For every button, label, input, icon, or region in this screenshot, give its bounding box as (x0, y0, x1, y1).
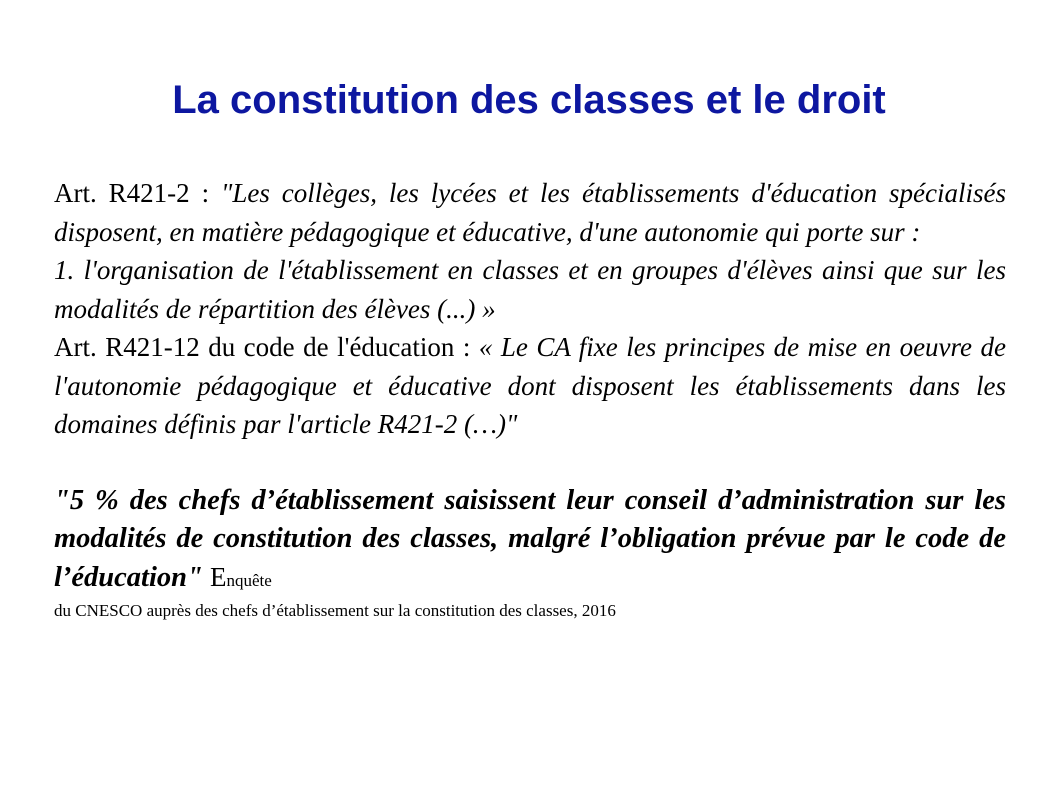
cnesco-quote (54, 482, 1006, 600)
article-r421-12-quote: « Le CA fixe les principes de mise en oeuvre de l'autonomie pédagogique et éducative dont disposent les établissements dans les domaines définis par l'article R421-2 (…)" (54, 332, 1006, 439)
spacer (54, 444, 1006, 482)
article-r421-12-paragraph (54, 328, 1006, 444)
slide-body (54, 174, 1006, 622)
source-initial: E (209, 561, 227, 592)
article-r421-2-paragraph (54, 174, 1006, 251)
source-citation: du CNESCO auprès des chefs d’établissement sur la constitution des classes, 2016 (54, 600, 616, 620)
slide-title: La constitution des classes et le droit (172, 78, 886, 122)
article-r421-2-quote: "Les collèges, les lycées et les établissements d'éducation spécialisés disposent, en matière pédagogique et éducative, d'une autonomie qui porte sur : (54, 178, 1006, 247)
article-r421-12-reference: Art. R421-12 du code de l'éducation : (54, 332, 479, 362)
cnesco-quote-text: "5 % des chefs d’établissement saisissent leur conseil d’administration sur les modalités de constitution des classes, malgré l’obligation prévue par le code de l’éducation" (54, 484, 1006, 593)
source-inline: nquête (226, 570, 272, 590)
article-r421-2-reference: Art. R421-2 : (54, 178, 221, 208)
article-r421-2-item-1: 1. l'organisation de l'établissement en classes et en groupes d'élèves ainsi que sur les modalités de répartition des élèves (...) » (54, 255, 1006, 324)
